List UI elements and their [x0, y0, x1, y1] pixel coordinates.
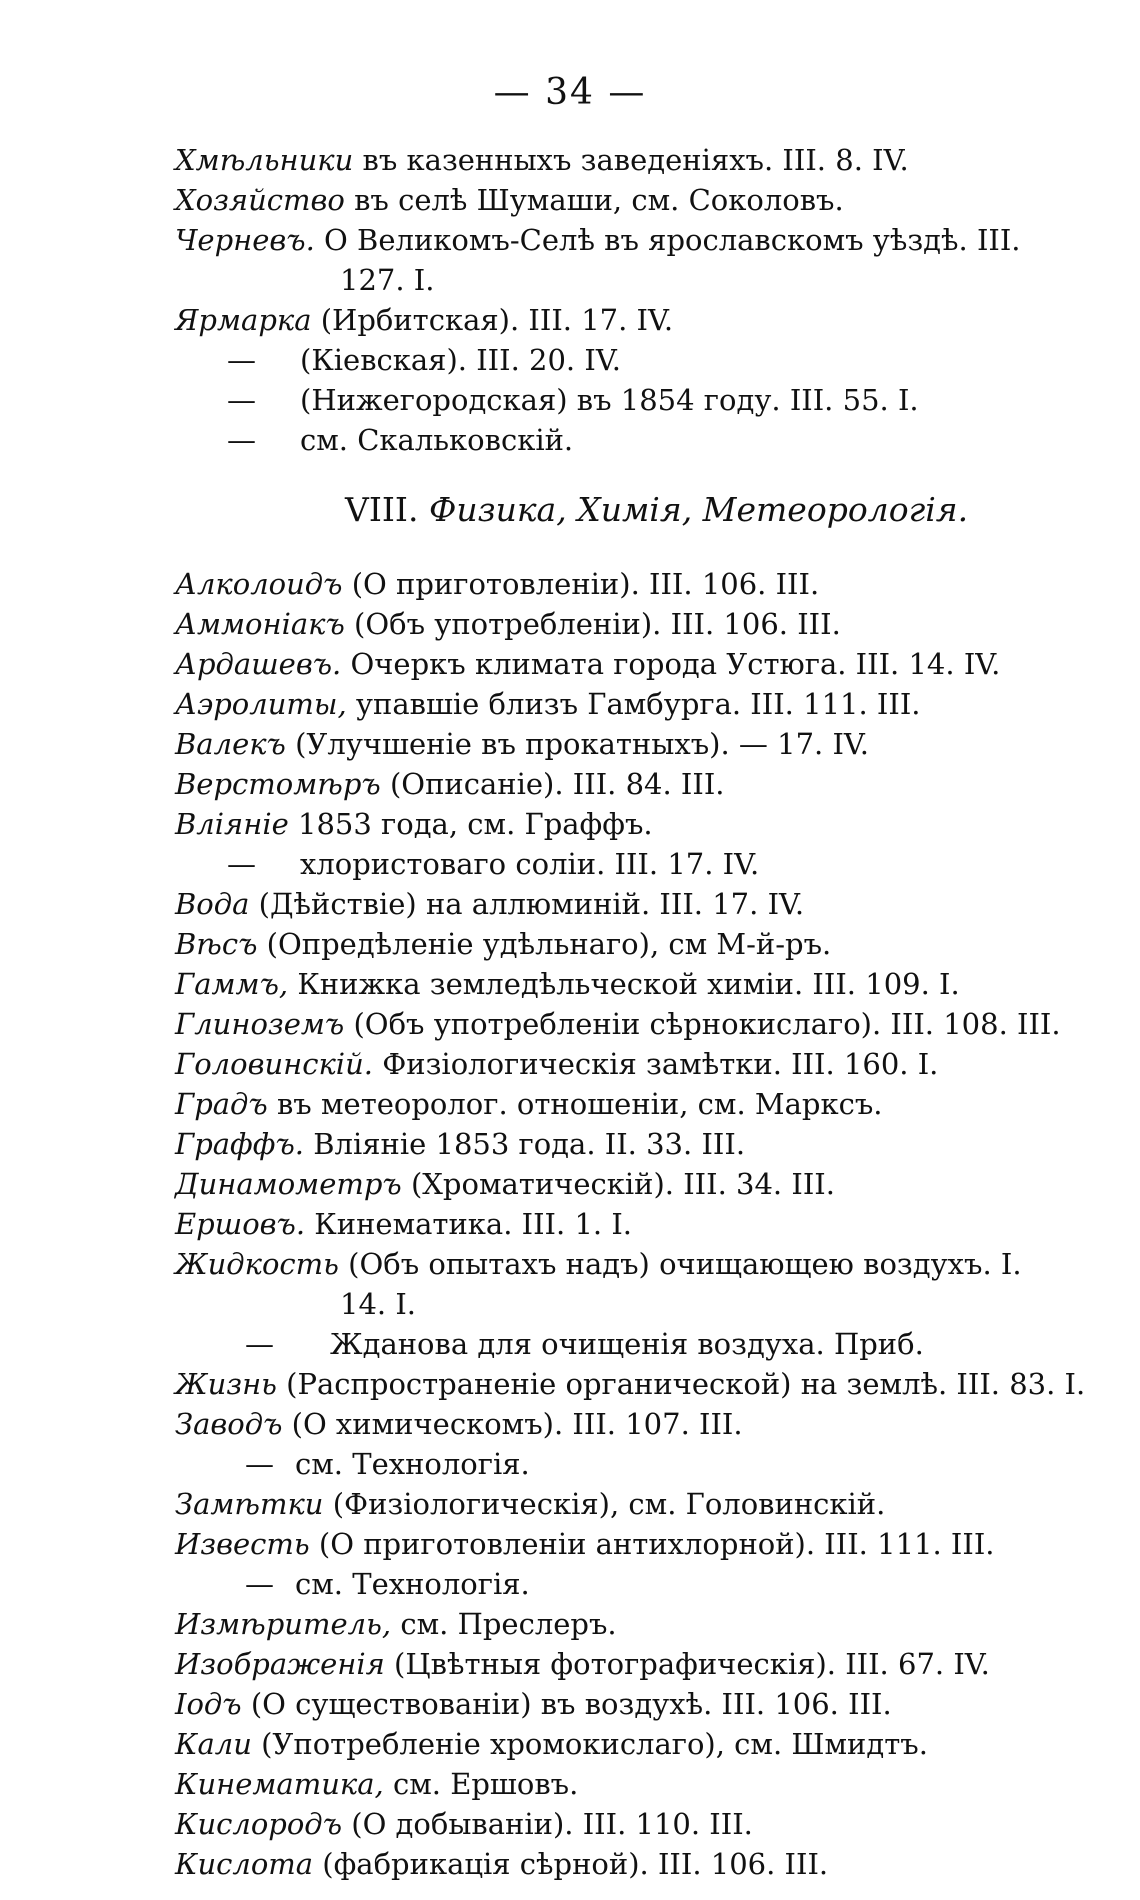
- entry-text: Жданова для очищенія воздуха. Приб.: [330, 1327, 924, 1361]
- entry-text: въ селѣ Шумаши, см. Соколовъ.: [344, 183, 844, 217]
- entry-term: Вліяніе: [175, 807, 289, 841]
- entry-text: 14. I.: [340, 1287, 417, 1321]
- entry-term: Известь: [175, 1527, 310, 1561]
- index-entry: [175, 964, 1105, 1004]
- entry-text: (Употребленіе хромокислаго), см. Шмидтъ.: [251, 1727, 928, 1761]
- entry-term: Жизнь: [175, 1367, 277, 1401]
- entry-text: хлористоваго соліи. III. 17. IV.: [300, 847, 760, 881]
- index-entry: [175, 884, 1105, 924]
- entry-term: Граффъ.: [175, 1127, 304, 1161]
- index-entry: [175, 1644, 1105, 1684]
- index-entry: [175, 1724, 1105, 1764]
- entry-term: Изображенія: [175, 1647, 385, 1681]
- entry-text: 1853 года, см. Граффъ.: [288, 807, 653, 841]
- entry-text: (Цвѣтныя фотографическія). III. 67. IV.: [384, 1647, 990, 1681]
- ditto-dash: —: [227, 383, 256, 417]
- entry-term: Замѣтки: [175, 1487, 324, 1521]
- entry-text: (Хроматическій). III. 34. III.: [401, 1167, 835, 1201]
- section-title: Физика, Химія, Метеорологія.: [428, 490, 969, 529]
- ditto-dash: —: [227, 343, 256, 377]
- entry-text: (Физіологическія), см. Головинскій.: [323, 1487, 886, 1521]
- index-entry: [175, 180, 1105, 220]
- entry-term: Ардашевъ.: [175, 647, 342, 681]
- entry-term: Вѣсъ: [175, 927, 258, 961]
- index-entry: [175, 1044, 1105, 1084]
- index-entry: [175, 1844, 1105, 1884]
- index-entry: [175, 1484, 1105, 1524]
- ditto-dash: —: [245, 1447, 274, 1481]
- entry-text: О Великомъ-Селѣ въ ярославскомъ уѣздѣ. III.: [314, 223, 1021, 257]
- entry-text: см. Технологія.: [295, 1447, 530, 1481]
- index-entry: [175, 644, 1105, 684]
- entry-text: (Распространеніе органической) на землѣ. III. 83. I.: [276, 1367, 1086, 1401]
- entry-text: (Объ употребленіи сѣрнокислаго). III. 108. III.: [344, 1007, 1061, 1041]
- entry-term: Алколоидъ: [175, 567, 343, 601]
- entry-text: Физіологическія замѣтки. III. 160. I.: [372, 1047, 939, 1081]
- entry-term: Верстомѣръ: [175, 767, 381, 801]
- entry-term: Ярмарка: [175, 303, 312, 337]
- entry-term: Заводъ: [175, 1407, 283, 1441]
- entry-text: (Описаніе). III. 84. III.: [380, 767, 725, 801]
- index-subentry: [175, 1324, 1105, 1364]
- entry-text: Книжка земледѣльческой химіи. III. 109. I.: [288, 967, 960, 1001]
- index-entry: [175, 1804, 1105, 1844]
- entry-term: Динамометръ: [175, 1167, 402, 1201]
- index-entry: [175, 1244, 1105, 1284]
- entry-term: Іодъ: [175, 1687, 242, 1721]
- index-entry-continuation: [175, 260, 1105, 300]
- ditto-dash: —: [227, 847, 256, 881]
- index-entry-continuation: [175, 1284, 1105, 1324]
- entry-term: Кислородъ: [175, 1807, 343, 1841]
- entry-text: Очеркъ климата города Устюга. III. 14. IV.: [341, 647, 1001, 681]
- index-entry: [175, 1084, 1105, 1124]
- index-entry: [175, 300, 1105, 340]
- index-entry: [175, 1764, 1105, 1804]
- section-number: VIII.: [345, 490, 419, 529]
- entry-term: Вода: [175, 887, 250, 921]
- entry-term: Кинематика,: [175, 1767, 384, 1801]
- entry-text: 127. I.: [340, 263, 435, 297]
- entry-term: Глиноземъ: [175, 1007, 345, 1041]
- ditto-dash: —: [245, 1327, 274, 1361]
- index-entry: [175, 564, 1105, 604]
- section-heading: [175, 470, 1105, 550]
- index-entry: [175, 1604, 1105, 1644]
- entry-term: Головинскій.: [175, 1047, 373, 1081]
- ditto-dash: —: [245, 1567, 274, 1601]
- index-entry: [175, 220, 1105, 260]
- entry-text: (О приготовленіи антихлорной). III. 111. III.: [309, 1527, 995, 1561]
- index-entry: [175, 724, 1105, 764]
- entry-term: Градъ: [175, 1087, 268, 1121]
- entry-text: (Кіевская). III. 20. IV.: [300, 343, 621, 377]
- entry-text: въ казенныхъ заведеніяхъ. III. 8. IV.: [353, 143, 909, 177]
- entry-text: (О химическомъ). III. 107. III.: [282, 1407, 743, 1441]
- index-entry: [175, 1404, 1105, 1444]
- entry-text: Кинематика. III. 1. I.: [305, 1207, 633, 1241]
- index-body: [175, 140, 1105, 1884]
- index-subentry: [175, 340, 1105, 380]
- index-entry: [175, 764, 1105, 804]
- entry-text: (Ирбитская). III. 17. IV.: [311, 303, 674, 337]
- index-entry: [175, 1524, 1105, 1564]
- entry-term: Аэролиты,: [175, 687, 347, 721]
- page-number: — 34 —: [493, 72, 647, 113]
- entry-term: Гаммъ,: [175, 967, 289, 1001]
- entry-text: (Опредѣленіе удѣльнаго), см М-й-ръ.: [257, 927, 832, 961]
- index-entry: [175, 1164, 1105, 1204]
- entry-text: (Улучшеніе въ прокатныхъ). — 17. IV.: [285, 727, 870, 761]
- index-subentry: [175, 1564, 1105, 1604]
- index-entry: [175, 1004, 1105, 1044]
- entry-text: см. Ершовъ.: [383, 1767, 579, 1801]
- index-entry: [175, 804, 1105, 844]
- entry-text: (Нижегородская) въ 1854 году. III. 55. I.: [300, 383, 919, 417]
- index-subentry: [175, 380, 1105, 420]
- entry-text: (Объ употребленіи). III. 106. III.: [344, 607, 841, 641]
- entry-term: Ершовъ.: [175, 1207, 306, 1241]
- entry-text: (О добываніи). III. 110. III.: [342, 1807, 753, 1841]
- entry-term: Аммоніакъ: [175, 607, 345, 641]
- entry-term: Черневъ.: [175, 223, 315, 257]
- index-entry: [175, 1204, 1105, 1244]
- index-subentry: [175, 420, 1105, 460]
- ditto-dash: —: [227, 423, 256, 457]
- index-entry: [175, 1684, 1105, 1724]
- entry-text: Вліяніе 1853 года. II. 33. III.: [304, 1127, 746, 1161]
- entry-text: см. Скальковскій.: [300, 423, 574, 457]
- index-entry: [175, 604, 1105, 644]
- entry-term: Жидкость: [175, 1247, 339, 1281]
- entry-text: (Дѣйствіе) на аллюминій. III. 17. IV.: [249, 887, 805, 921]
- entry-term: Хозяйство: [175, 183, 345, 217]
- entry-text: въ метеоролог. отношеніи, см. Марксъ.: [267, 1087, 883, 1121]
- index-subentry: [175, 844, 1105, 884]
- index-entry: [175, 1124, 1105, 1164]
- entry-text: упавшіе близъ Гамбурга. III. 111. III.: [346, 687, 921, 721]
- entry-text: (О приготовленіи). III. 106. III.: [342, 567, 820, 601]
- entry-text: (О существованіи) въ воздухѣ. III. 106. III.: [241, 1687, 892, 1721]
- entry-term: Хмѣльники: [175, 143, 354, 177]
- index-entry: [175, 1364, 1105, 1404]
- index-entry: [175, 684, 1105, 724]
- index-entry: [175, 924, 1105, 964]
- entry-term: Валекъ: [175, 727, 286, 761]
- entry-text: см. Технологія.: [295, 1567, 530, 1601]
- index-entry: [175, 140, 1105, 180]
- entry-term: Измѣритель,: [175, 1607, 392, 1641]
- entry-term: Кислота: [175, 1847, 314, 1881]
- entry-term: Кали: [175, 1727, 252, 1761]
- index-subentry: [175, 1444, 1105, 1484]
- entry-text: (Объ опытахъ надъ) очищающею воздухъ. I.: [338, 1247, 1022, 1281]
- entry-text: см. Преслеръ.: [391, 1607, 617, 1641]
- entry-text: (фабрикація сѣрной). III. 106. III.: [313, 1847, 829, 1881]
